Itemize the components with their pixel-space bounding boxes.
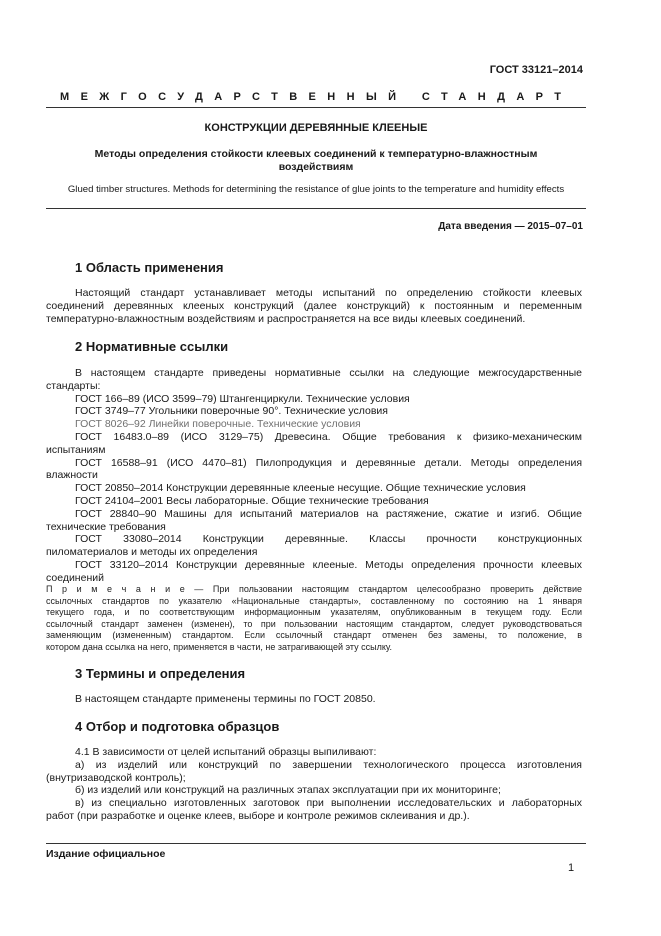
- note-line: котором дана ссылка на него, применяется в части, не затрагивающей эту ссылку.: [46, 641, 392, 652]
- section-4-heading: 4 Отбор и подготовка образцов: [75, 719, 280, 734]
- text-line: б) из изделий или конструкций на различных этапах эксплуатации при их мониторинге;: [75, 784, 501, 797]
- reference-item: ГОСТ 166–89 (ИСО 3599–79) Штангенциркули. Технические условия: [75, 392, 410, 405]
- reference-item: ГОСТ 16588–91 (ИСО 4470–81) Пилопродукция и деревянные детали. Методы определения: [75, 456, 582, 469]
- reference-item-cont: технические требования: [46, 520, 166, 533]
- document-title: КОНСТРУКЦИИ ДЕРЕВЯННЫЕ КЛЕЕНЫЕ: [204, 122, 428, 134]
- reference-item-cont: соединений: [46, 571, 104, 584]
- note-line: ссылочный стандарт заменен (изменен), то при пользовании настоящим стандартом, следует руководствоваться: [46, 618, 582, 629]
- reference-item: ГОСТ 20850–2014 Конструкции деревянные клееные несущие. Общие технические условия: [75, 482, 526, 495]
- text-line: В настоящем стандарте применены термины по ГОСТ 20850.: [75, 693, 376, 705]
- reference-item: ГОСТ 24104–2001 Весы лабораторные. Общие технические требования: [75, 494, 429, 507]
- reference-item-cont: пиломатериалов и методы их определения: [46, 546, 258, 559]
- text-line: 4.1 В зависимости от целей испытаний образцы выпиливают:: [75, 746, 377, 758]
- page-number: 1: [568, 862, 575, 874]
- english-title: Glued timber structures. Methods for determining the resistance of glue joints to the temperature and humidity effects: [67, 184, 565, 195]
- document-code: ГОСТ 33121–2014: [489, 64, 583, 76]
- text-line: работ (при разработке и оценке клеев, выборе и контроле режимов склеивания и др.).: [46, 809, 470, 822]
- reference-item: ГОСТ 3749–77 Угольники поверочные 90°. Технические условия: [75, 405, 388, 418]
- section-2-references: [46, 367, 582, 585]
- document-subtitle: Методы определения стойкости клеевых соединений к температурно-влажностным воздействиям: [94, 148, 538, 173]
- standard-type-heading: МЕЖГОСУДАРСТВЕННЫЙ СТАНДАРТ: [60, 91, 573, 103]
- text-line: В настоящем стандарте приведены нормативные ссылки на следующие межгосударственные: [75, 367, 582, 379]
- section-2-heading: 2 Нормативные ссылки: [75, 339, 229, 354]
- top-divider: [46, 107, 586, 108]
- footer-divider: [46, 843, 586, 844]
- references-note: [46, 584, 582, 653]
- section-1-text: [46, 287, 582, 325]
- introduction-date: Дата введения — 2015–07–01: [438, 221, 583, 232]
- section-3-heading: 3 Термины и определения: [75, 666, 246, 681]
- section-4-text: [46, 746, 582, 823]
- reference-item: ГОСТ 16483.0–89 (ИСО 3129–75) Древесина. Общие требования к физико-механическим: [75, 430, 582, 443]
- text-line: температурно-влажностным воздействиям и распространяется на все виды клеевых соединений.: [46, 312, 526, 325]
- note-line: П р и м е ч а н и е — При пользовании настоящим стандартом целесообразно проверить действие: [46, 584, 582, 594]
- official-edition-label: Издание официальное: [46, 848, 166, 860]
- note-line: заменяющим (измененным) стандартом. Если ссылочный стандарт отменен без замены, то положение, в: [46, 630, 582, 640]
- reference-item: ГОСТ 33120–2014 Конструкции деревянные клееные. Методы определения прочности клеевых: [75, 558, 582, 571]
- text-line: соединений деревянных клееных конструкций (далее конструкций) к постоянным и переменным: [46, 299, 582, 312]
- reference-item: ГОСТ 33080–2014 Конструкции деревянные. Классы прочности конструкционных: [75, 533, 582, 546]
- text-line: а) из изделий или конструкций по завершении технологического процесса изготовления: [75, 758, 582, 771]
- text-line: Настоящий стандарт устанавливает методы испытаний по определению стойкости клеевых: [75, 287, 582, 299]
- reference-item: ГОСТ 28840–90 Машины для испытаний материалов на растяжение, сжатие и изгиб. Общие: [75, 507, 582, 520]
- section-1-heading: 1 Область применения: [75, 260, 224, 275]
- text-line: в) из специально изготовленных заготовок при выполнении исследовательских и лабораторных: [75, 797, 582, 810]
- text-line: (внутризаводской контроль);: [46, 771, 186, 784]
- text-line: стандарты:: [46, 379, 101, 392]
- reference-item: ГОСТ 8026–92 Линейки поверочные. Технические условия: [75, 418, 361, 431]
- reference-item-cont: испытаниям: [46, 443, 106, 456]
- title-divider: [46, 208, 586, 209]
- note-line: ссылочных стандартов по указателю «Национальные стандарты», составленному по состоянию на 1 января: [46, 595, 582, 606]
- reference-item-cont: влажности: [46, 469, 98, 482]
- note-line: текущего года, и по соответствующим информационным указателям, опубликованным в текущем году. Если: [46, 607, 582, 617]
- section-3-text: [46, 693, 582, 706]
